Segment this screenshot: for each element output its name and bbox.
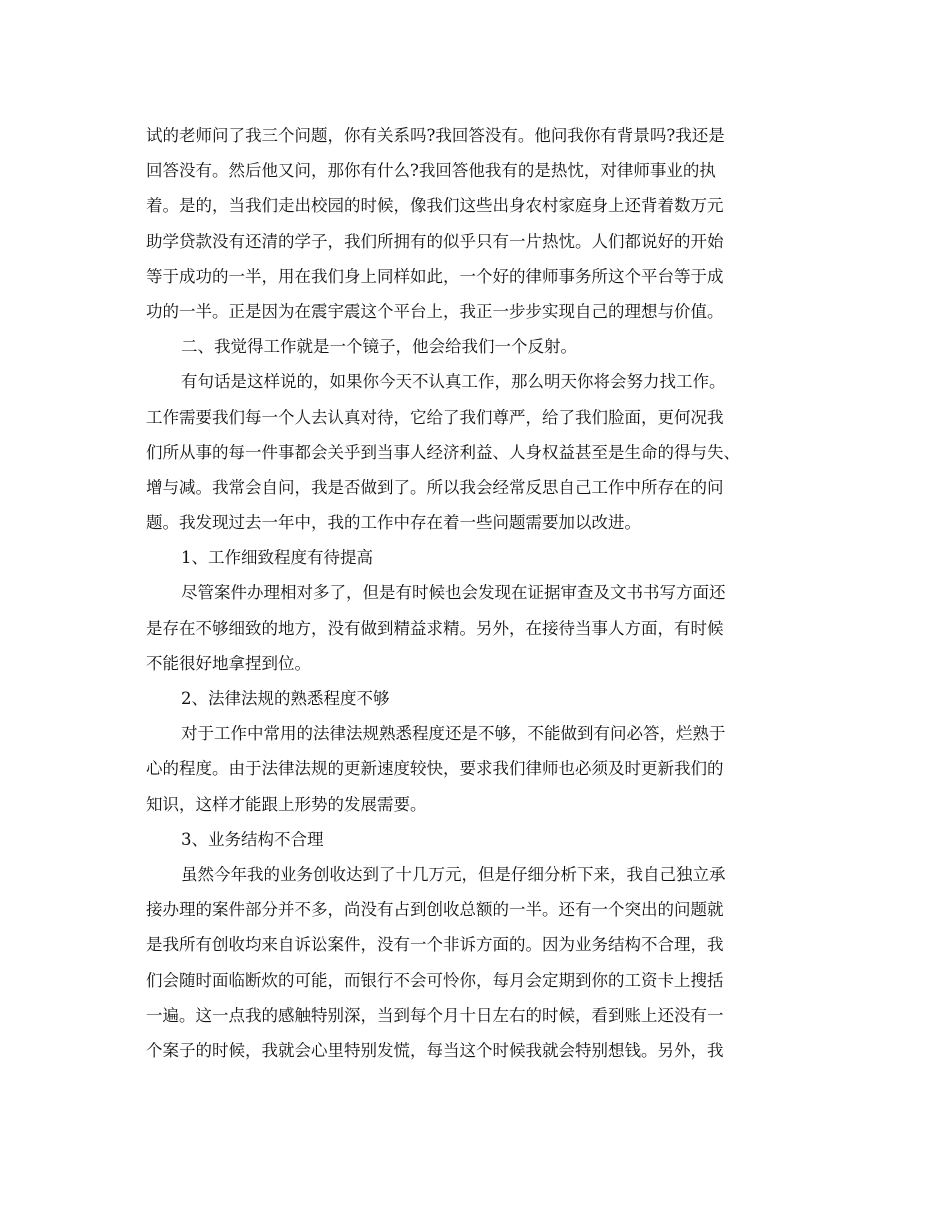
text-line: 个案子的时候，我就会心里特别发慌，每当这个时候我就会特别想钱。另外，我: [146, 1040, 724, 1060]
text-line: 回答没有。然后他又问，那你有什么?我回答他我有的是热忱，对律师事业的执: [146, 161, 716, 181]
paragraph-start-line: 虽然今年我的业务创收达到了十几万元，但是仔细分析下来，我自己独立承: [181, 864, 726, 884]
text-line: 增与减。我常会自问，我是否做到了。所以我会经常反思自己工作中所存在的问: [146, 477, 724, 497]
document-body: [146, 118, 811, 1068]
subsection-heading: 3、业务结构不合理: [181, 829, 324, 849]
text-line: 接办理的案件部分并不多，尚没有占到创收总额的一半。还有一个突出的问题就: [146, 900, 724, 920]
text-line: 们会随时面临断炊的可能，而银行不会可怜你，每月会定期到你的工资卡上搜括: [146, 970, 724, 990]
paragraph-start-line: 尽管案件办理相对多了，但是有时候也会发现在证据审查及文书书写方面还: [181, 583, 726, 603]
text-line: 等于成功的一半，用在我们身上同样如此，一个好的律师事务所这个平台等于成: [146, 266, 724, 286]
subsection-heading: 2、法律法规的熟悉程度不够: [181, 689, 390, 708]
text-line: 功的一半。正是因为在震宇震这个平台上，我正一步步实现自己的理想与价值。: [146, 301, 724, 321]
text-line: 题。我发现过去一年中，我的工作中存在着一些问题需要加以改进。: [146, 513, 641, 533]
text-line: 试的老师问了我三个问题，你有关系吗?我回答没有。他问我你有背景吗?我还是: [146, 126, 725, 145]
text-line: 助学贷款没有还清的学子，我们所拥有的似乎只有一片热忱。人们都说好的开始: [146, 231, 724, 251]
subsection-heading: 1、工作细致程度有待提高: [181, 548, 373, 568]
text-line: 着。是的，当我们走出校园的时候，像我们这些出身农村家庭身上还背着数万元: [146, 196, 724, 216]
text-line: 心的程度。由于法律法规的更新速度较快，要求我们律师也必须及时更新我们的: [146, 759, 724, 779]
text-line: 工作需要我们每一个人去认真对待，它给了我们尊严，给了我们脸面，更何况我: [146, 407, 724, 427]
text-line: 是存在不够细致的地方，没有做到精益求精。另外，在接待当事人方面，有时候: [146, 618, 724, 638]
text-line: 一遍。这一点我的感触特别深，当到每个月十日左右的时候，看到账上还没有一: [146, 1005, 724, 1025]
section-heading: 二、我觉得工作就是一个镜子，他会给我们一个反射。: [181, 337, 577, 357]
text-line: 是我所有创收均来自诉讼案件，没有一个非诉方面的。因为业务结构不合理，我: [146, 935, 724, 955]
text-line: 们所从事的每一件事都会关乎到当事人经济利益、人身权益甚至是生命的得与失、: [146, 442, 740, 462]
text-line: 知识，这样才能跟上形势的发展需要。: [146, 794, 427, 814]
paragraph-start-line: 有句话是这样说的，如果你今天不认真工作，那么明天你将会努力找工作。: [181, 372, 726, 392]
text-line: 不能很好地拿捏到位。: [146, 653, 311, 673]
paragraph-start-line: 对于工作中常用的法律法规熟悉程度还是不够，不能做到有问必答，烂熟于: [181, 724, 726, 744]
